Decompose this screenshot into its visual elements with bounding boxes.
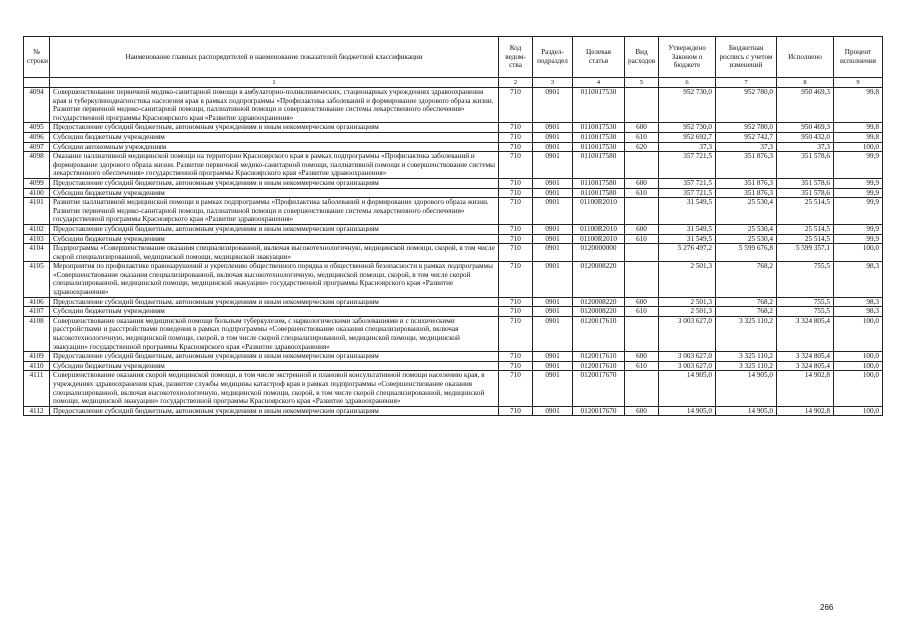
approved-cell: 357 721,5: [659, 188, 716, 198]
item-name-cell: Субсидии автономным учреждениям: [50, 142, 499, 152]
row-number-cell: 4097: [24, 142, 50, 152]
percent-cell: 99,9: [834, 152, 883, 179]
section-cell: 0901: [533, 352, 573, 362]
column-number: 8: [777, 78, 834, 88]
executed-cell: 351 578,6: [777, 188, 834, 198]
approved-cell: 5 276 497,2: [659, 244, 716, 262]
budget-schedule-cell: 768,2: [716, 307, 777, 317]
section-cell: 0901: [533, 361, 573, 371]
executed-cell: 3 324 805,4: [777, 352, 834, 362]
table-row: [24, 234, 883, 244]
approved-cell: 952 730,0: [659, 88, 716, 123]
approved-cell: 31 549,5: [659, 198, 716, 225]
header-section: Раздел- подраздел: [533, 37, 573, 78]
expense-type-cell: [625, 262, 659, 297]
row-number-cell: 4095: [24, 123, 50, 133]
dept-code-cell: 710: [499, 307, 533, 317]
expense-type-cell: 610: [625, 307, 659, 317]
section-cell: 0901: [533, 316, 573, 351]
dept-code-cell: 710: [499, 234, 533, 244]
dept-code-cell: 710: [499, 371, 533, 406]
percent-cell: 99,8: [834, 132, 883, 142]
executed-cell: 950 469,3: [777, 123, 834, 133]
executed-cell: 950 469,3: [777, 88, 834, 123]
row-number-cell: 4110: [24, 361, 50, 371]
item-name-cell: Предоставление субсидий бюджетным, автономным учреждениям и иным некоммерческим организациям: [50, 352, 499, 362]
column-number: 5: [625, 78, 659, 88]
table-row: [24, 262, 883, 297]
approved-cell: 3 003 627,0: [659, 352, 716, 362]
percent-cell: 100,0: [834, 142, 883, 152]
executed-cell: 25 514,5: [777, 198, 834, 225]
dept-code-cell: 710: [499, 178, 533, 188]
row-number-cell: 4100: [24, 188, 50, 198]
executed-cell: 351 578,6: [777, 178, 834, 188]
budget-schedule-cell: 768,2: [716, 262, 777, 297]
item-name-cell: Предоставление субсидий бюджетным, автономным учреждениям и иным некоммерческим организациям: [50, 224, 499, 234]
table-row: [24, 244, 883, 262]
column-number-row: [24, 78, 883, 88]
column-number: 4: [573, 78, 625, 88]
executed-cell: 755,5: [777, 297, 834, 307]
budget-schedule-cell: 3 325 110,2: [716, 361, 777, 371]
table-row: [24, 316, 883, 351]
table-row: [24, 142, 883, 152]
percent-cell: 100,0: [834, 371, 883, 406]
budget-schedule-cell: 351 876,3: [716, 152, 777, 179]
expense-type-cell: [625, 371, 659, 406]
table-row: [24, 361, 883, 371]
item-name-cell: Мероприятия по профилактике правонарушений и укреплению общественного порядка и общественной безопасности в рамках подпрограммы «Совершенствование оказания специализированной, включая высокотехнологичную, медицинской помощи, скорой, в том числе скорой специализированной, медицинской помощи, медицинской эвакуации» государственной программы Красноярского края «Развитие здравоохранения»: [50, 262, 499, 297]
executed-cell: 14 902,8: [777, 406, 834, 416]
section-cell: 0901: [533, 307, 573, 317]
row-number-cell: 4098: [24, 152, 50, 179]
dept-code-cell: 710: [499, 88, 533, 123]
executed-cell: 950 432,0: [777, 132, 834, 142]
executed-cell: 351 578,6: [777, 152, 834, 179]
row-number-cell: 4103: [24, 234, 50, 244]
header-target-article: Целевая статья: [573, 37, 625, 78]
expense-type-cell: [625, 88, 659, 123]
column-number: 2: [499, 78, 533, 88]
row-number-cell: 4102: [24, 224, 50, 234]
expense-type-cell: 620: [625, 142, 659, 152]
executed-cell: 14 902,8: [777, 371, 834, 406]
target-article-cell: 0110017580: [573, 188, 625, 198]
item-name-cell: Субсидии бюджетным учреждениям: [50, 132, 499, 142]
column-number: 3: [533, 78, 573, 88]
budget-schedule-cell: 952 742,7: [716, 132, 777, 142]
item-name-cell: Подпрограмма «Совершенствование оказания специализированной, включая высокотехнологичную, медицинской помощи, скорой, в том числе скорой специализированной, медицинской помощи, медицинской эвакуации»: [50, 244, 499, 262]
header-dept-code: Код ведом- ства: [499, 37, 533, 78]
approved-cell: 952 730,0: [659, 123, 716, 133]
dept-code-cell: 710: [499, 123, 533, 133]
budget-schedule-cell: 25 530,4: [716, 198, 777, 225]
budget-schedule-cell: 351 876,3: [716, 188, 777, 198]
target-article-cell: 0120017610: [573, 316, 625, 351]
budget-schedule-cell: 3 325 110,2: [716, 316, 777, 351]
row-number-cell: 4104: [24, 244, 50, 262]
percent-cell: 99,9: [834, 178, 883, 188]
budget-schedule-cell: 14 905,0: [716, 371, 777, 406]
header-expense-type: Вид расходов: [625, 37, 659, 78]
executed-cell: 37,3: [777, 142, 834, 152]
dept-code-cell: 710: [499, 198, 533, 225]
row-number-cell: 4111: [24, 371, 50, 406]
budget-schedule-cell: 3 325 110,2: [716, 352, 777, 362]
table-body: [24, 88, 883, 416]
table-row: [24, 132, 883, 142]
dept-code-cell: 710: [499, 244, 533, 262]
expense-type-cell: [625, 244, 659, 262]
section-cell: 0901: [533, 88, 573, 123]
target-article-cell: 0110017580: [573, 178, 625, 188]
table-row: [24, 307, 883, 317]
section-cell: 0901: [533, 262, 573, 297]
section-cell: 0901: [533, 152, 573, 179]
target-article-cell: 0110017530: [573, 123, 625, 133]
dept-code-cell: 710: [499, 316, 533, 351]
expense-type-cell: [625, 316, 659, 351]
row-number-cell: 4096: [24, 132, 50, 142]
item-name-cell: Совершенствование оказания медицинской помощи больным туберкулезом, с наркологическими заболеваниями и с психическими расстройствами и расстройствами поведения в рамках подпрограммы «Совершенствование оказания специализированной, включая высокотехнологичную, медицинской помощи, скорой, в том числе скорой специализированной, медицинской помощи, медицинской эвакуации» государственной программы Красноярского края «Развитие здравоохранения»: [50, 316, 499, 351]
section-cell: 0901: [533, 178, 573, 188]
item-name-cell: Развитие паллиативной медицинской помощи в рамках подпрограммы «Профилактика заболеваний и формирование здорового образа жизни. Развитие первичной медико-санитарной помощи, паллиативной помощи и совершенствование системы лекарственного обеспечения» государственной программы Красноярского края «Развитие здравоохранения»: [50, 198, 499, 225]
budget-schedule-cell: 25 530,4: [716, 224, 777, 234]
approved-cell: 37,3: [659, 142, 716, 152]
section-cell: 0901: [533, 188, 573, 198]
section-cell: 0901: [533, 198, 573, 225]
section-cell: 0901: [533, 142, 573, 152]
budget-schedule-cell: 351 876,3: [716, 178, 777, 188]
item-name-cell: Предоставление субсидий бюджетным, автономным учреждениям и иным некоммерческим организациям: [50, 406, 499, 416]
column-number: 7: [716, 78, 777, 88]
percent-cell: 98,3: [834, 262, 883, 297]
header-budget-schedule: Бюджетная роспись с учетом изменений: [716, 37, 777, 78]
target-article-cell: 0120017610: [573, 352, 625, 362]
dept-code-cell: 710: [499, 262, 533, 297]
executed-cell: 5 599 357,1: [777, 244, 834, 262]
target-article-cell: 0120000000: [573, 244, 625, 262]
row-number-cell: 4099: [24, 178, 50, 188]
row-number-cell: 4112: [24, 406, 50, 416]
budget-schedule-cell: 952 780,0: [716, 123, 777, 133]
target-article-cell: 0120017670: [573, 406, 625, 416]
percent-cell: 99,9: [834, 198, 883, 225]
target-article-cell: 0110017530: [573, 132, 625, 142]
row-number-cell: 4108: [24, 316, 50, 351]
row-number-cell: 4094: [24, 88, 50, 123]
approved-cell: 357 721,5: [659, 178, 716, 188]
header-name: Наименование главных распорядителей и наименование показателей бюджетной классификации: [50, 37, 499, 78]
expense-type-cell: 600: [625, 224, 659, 234]
table-row: [24, 123, 883, 133]
budget-schedule-cell: 952 780,0: [716, 88, 777, 123]
target-article-cell: 0120008220: [573, 307, 625, 317]
column-number: 9: [834, 78, 883, 88]
section-cell: 0901: [533, 132, 573, 142]
percent-cell: 100,0: [834, 244, 883, 262]
executed-cell: 3 324 805,4: [777, 361, 834, 371]
approved-cell: 31 549,5: [659, 224, 716, 234]
percent-cell: 98,3: [834, 307, 883, 317]
executed-cell: 25 514,5: [777, 224, 834, 234]
percent-cell: 100,0: [834, 352, 883, 362]
expense-type-cell: 610: [625, 188, 659, 198]
row-number-cell: 4109: [24, 352, 50, 362]
expense-type-cell: 600: [625, 406, 659, 416]
percent-cell: 100,0: [834, 406, 883, 416]
table-row: [24, 178, 883, 188]
approved-cell: 14 905,0: [659, 406, 716, 416]
item-name-cell: Предоставление субсидий бюджетным, автономным учреждениям и иным некоммерческим организациям: [50, 123, 499, 133]
approved-cell: 31 549,5: [659, 234, 716, 244]
column-number: [24, 78, 50, 88]
dept-code-cell: 710: [499, 406, 533, 416]
dept-code-cell: 710: [499, 352, 533, 362]
table-row: [24, 406, 883, 416]
percent-cell: 100,0: [834, 361, 883, 371]
percent-cell: 99,9: [834, 224, 883, 234]
column-number: 1: [50, 78, 499, 88]
expense-type-cell: 600: [625, 352, 659, 362]
header-executed: Исполнено: [777, 37, 834, 78]
target-article-cell: 0120008220: [573, 262, 625, 297]
percent-cell: 100,0: [834, 316, 883, 351]
header-approved: Утверждено Законом о бюджете: [659, 37, 716, 78]
section-cell: 0901: [533, 224, 573, 234]
budget-schedule-cell: 37,3: [716, 142, 777, 152]
expense-type-cell: 600: [625, 123, 659, 133]
item-name-cell: Совершенствование оказания скорой медицинской помощи, в том числе экстренной и плановой консультативной помощи населению края, в учреждениях здравоохранения края, развитие службы медицины катастроф края в рамках подпрограммы «Совершенствование оказания специализированной, включая высокотехнологичную, медицинской помощи, скорой, в том числе скорой специализированной, медицинской помощи, медицинской эвакуации» государственной программы Красноярского края «Развитие здравоохранения»: [50, 371, 499, 406]
target-article-cell: 01100R2010: [573, 224, 625, 234]
approved-cell: 3 003 627,0: [659, 316, 716, 351]
dept-code-cell: 710: [499, 224, 533, 234]
table-row: [24, 88, 883, 123]
executed-cell: 3 324 805,4: [777, 316, 834, 351]
executed-cell: 25 514,5: [777, 234, 834, 244]
percent-cell: 99,8: [834, 88, 883, 123]
item-name-cell: Субсидии бюджетным учреждениям: [50, 188, 499, 198]
target-article-cell: 01100R2010: [573, 234, 625, 244]
approved-cell: 3 003 627,0: [659, 361, 716, 371]
budget-table: [23, 36, 883, 416]
target-article-cell: 0120017610: [573, 361, 625, 371]
percent-cell: 99,9: [834, 234, 883, 244]
dept-code-cell: 710: [499, 142, 533, 152]
section-cell: 0901: [533, 244, 573, 262]
budget-schedule-cell: 768,2: [716, 297, 777, 307]
item-name-cell: Субсидии бюджетным учреждениям: [50, 307, 499, 317]
table-row: [24, 188, 883, 198]
approved-cell: 357 721,5: [659, 152, 716, 179]
item-name-cell: Субсидии бюджетным учреждениям: [50, 361, 499, 371]
target-article-cell: 0120008220: [573, 297, 625, 307]
table-row: [24, 152, 883, 179]
section-cell: 0901: [533, 371, 573, 406]
item-name-cell: Предоставление субсидий бюджетным, автономным учреждениям и иным некоммерческим организациям: [50, 178, 499, 188]
dept-code-cell: 710: [499, 132, 533, 142]
dept-code-cell: 710: [499, 188, 533, 198]
section-cell: 0901: [533, 297, 573, 307]
target-article-cell: 0120017670: [573, 371, 625, 406]
expense-type-cell: 610: [625, 132, 659, 142]
column-number: 6: [659, 78, 716, 88]
budget-schedule-cell: 14 905,0: [716, 406, 777, 416]
budget-schedule-cell: 5 599 676,8: [716, 244, 777, 262]
dept-code-cell: 710: [499, 152, 533, 179]
table-row: [24, 352, 883, 362]
target-article-cell: 0110017530: [573, 142, 625, 152]
page-number: 266: [820, 603, 834, 612]
header-row-number: № строки: [24, 37, 50, 78]
row-number-cell: 4105: [24, 262, 50, 297]
section-cell: 0901: [533, 123, 573, 133]
approved-cell: 14 905,0: [659, 371, 716, 406]
dept-code-cell: 710: [499, 361, 533, 371]
table-row: [24, 198, 883, 225]
expense-type-cell: 600: [625, 178, 659, 188]
approved-cell: 2 501,3: [659, 307, 716, 317]
section-cell: 0901: [533, 234, 573, 244]
row-number-cell: 4101: [24, 198, 50, 225]
approved-cell: 2 501,3: [659, 262, 716, 297]
item-name-cell: Оказание паллиативной медицинской помощи на территории Красноярского края в рамках подпрограммы «Профилактика заболеваний и формирование здорового образа жизни. Развитие первичной медико-санитарной помощи, паллиативной помощи и совершенствование системы лекарственного обеспечения» государственной программы Красноярского края «Развитие здравоохранения»: [50, 152, 499, 179]
header-percent: Процент исполнения: [834, 37, 883, 78]
executed-cell: 755,5: [777, 307, 834, 317]
percent-cell: 99,8: [834, 123, 883, 133]
expense-type-cell: 600: [625, 297, 659, 307]
expense-type-cell: [625, 198, 659, 225]
table-row: [24, 371, 883, 406]
table-row: [24, 297, 883, 307]
expense-type-cell: [625, 152, 659, 179]
item-name-cell: Субсидии бюджетным учреждениям: [50, 234, 499, 244]
row-number-cell: 4106: [24, 297, 50, 307]
budget-schedule-cell: 25 530,4: [716, 234, 777, 244]
expense-type-cell: 610: [625, 234, 659, 244]
section-cell: 0901: [533, 406, 573, 416]
target-article-cell: 0110017580: [573, 152, 625, 179]
percent-cell: 99,9: [834, 188, 883, 198]
approved-cell: 2 501,3: [659, 297, 716, 307]
target-article-cell: 0110017530: [573, 88, 625, 123]
row-number-cell: 4107: [24, 307, 50, 317]
target-article-cell: 01100R2010: [573, 198, 625, 225]
percent-cell: 98,3: [834, 297, 883, 307]
dept-code-cell: 710: [499, 297, 533, 307]
approved-cell: 952 692,7: [659, 132, 716, 142]
table-row: [24, 224, 883, 234]
expense-type-cell: 610: [625, 361, 659, 371]
item-name-cell: Предоставление субсидий бюджетным, автономным учреждениям и иным некоммерческим организациям: [50, 297, 499, 307]
executed-cell: 755,5: [777, 262, 834, 297]
item-name-cell: Совершенствование первичной медико-санитарной помощи в амбулаторно-поликлинических, стационарных учреждениях здравоохранения края и туберкулинодиагностика населения края в рамках подпрограммы «Профилактика заболеваний и формирование здорового образа жизни. Развитие первичной медико-санитарной помощи, паллиативной помощи и совершенствование системы лекарственного обеспечения» государственной программы Красноярского края «Развитие здравоохранения»: [50, 88, 499, 123]
